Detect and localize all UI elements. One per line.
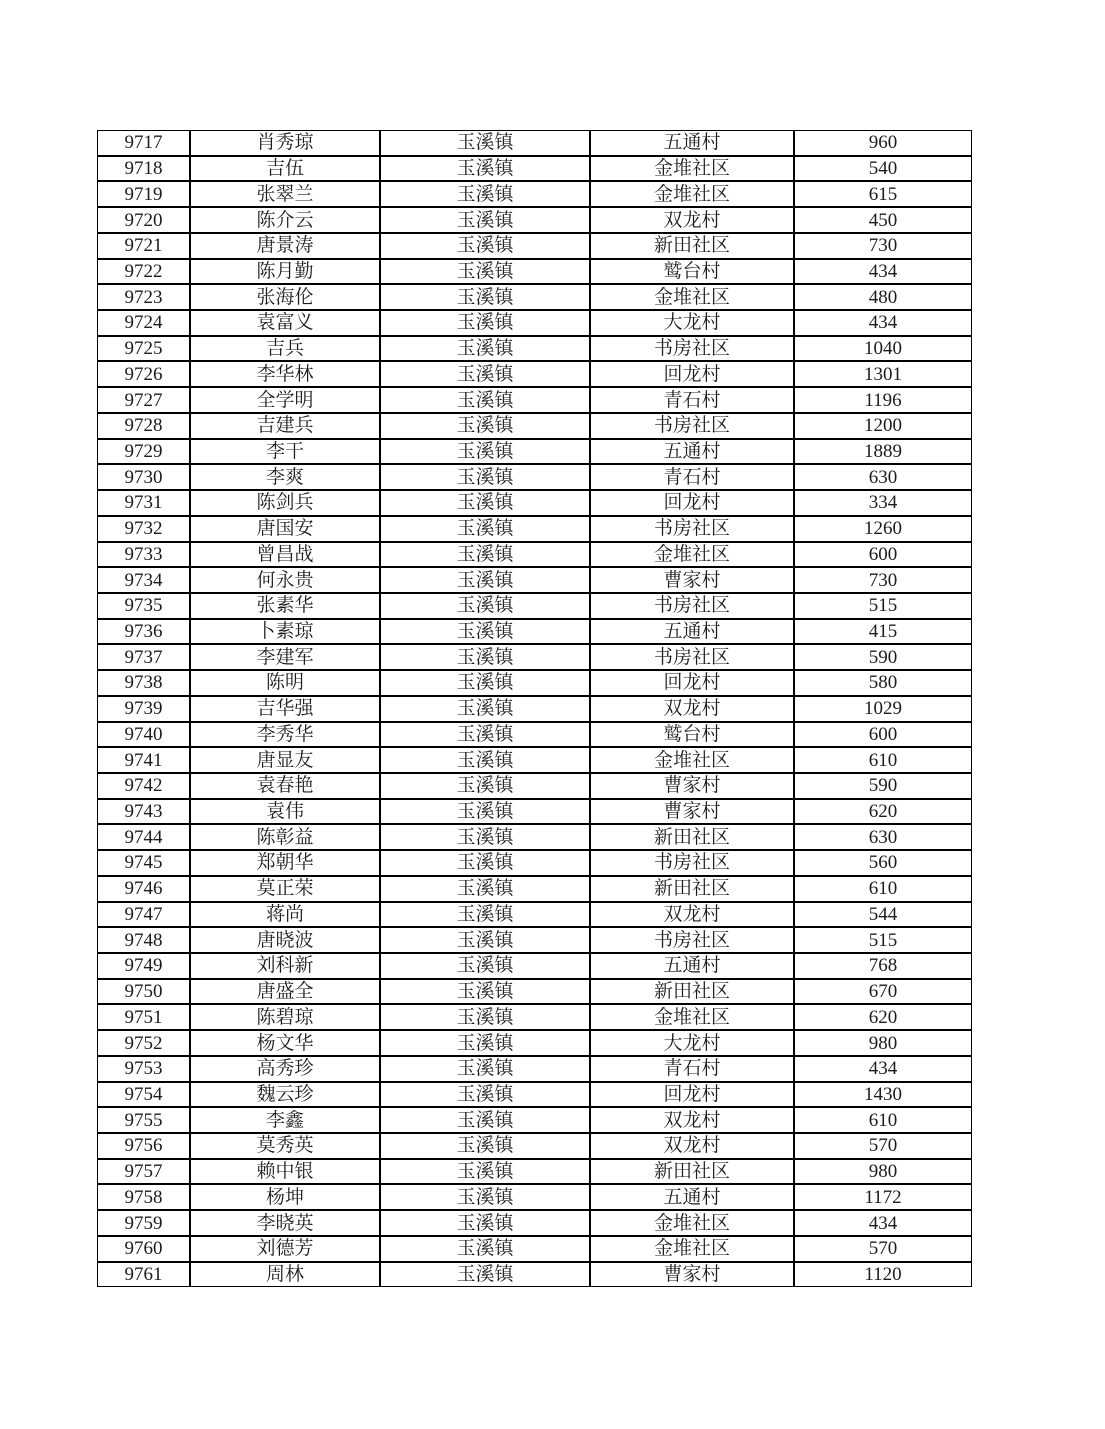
cell-name: 魏云珍 [190, 1082, 380, 1108]
table-row [97, 1210, 972, 1236]
cell-town: 玉溪镇 [380, 1262, 590, 1288]
cell-name: 蒋尚 [190, 902, 380, 928]
table-row [97, 1236, 972, 1262]
cell-id: 9717 [97, 130, 190, 156]
table-row [97, 953, 972, 979]
cell-id: 9727 [97, 387, 190, 413]
table-row [97, 619, 972, 645]
cell-id: 9724 [97, 310, 190, 336]
cell-amount: 434 [794, 310, 972, 336]
cell-village: 回龙村 [590, 361, 794, 387]
cell-id: 9721 [97, 233, 190, 259]
cell-id: 9718 [97, 156, 190, 182]
cell-name: 全学明 [190, 387, 380, 413]
cell-id: 9722 [97, 259, 190, 285]
cell-name: 李晓英 [190, 1210, 380, 1236]
cell-id: 9733 [97, 542, 190, 568]
cell-village: 金堆社区 [590, 1236, 794, 1262]
cell-amount: 1196 [794, 387, 972, 413]
cell-town: 玉溪镇 [380, 799, 590, 825]
cell-id: 9744 [97, 824, 190, 850]
table-row [97, 567, 972, 593]
table-body [97, 130, 972, 1287]
cell-village: 回龙村 [590, 670, 794, 696]
cell-amount: 560 [794, 850, 972, 876]
cell-village: 五通村 [590, 953, 794, 979]
cell-town: 玉溪镇 [380, 464, 590, 490]
cell-amount: 615 [794, 181, 972, 207]
cell-id: 9735 [97, 593, 190, 619]
cell-village: 金堆社区 [590, 181, 794, 207]
table-row [97, 902, 972, 928]
cell-name: 莫正荣 [190, 876, 380, 902]
cell-amount: 610 [794, 876, 972, 902]
cell-village: 五通村 [590, 1184, 794, 1210]
cell-village: 双龙村 [590, 1133, 794, 1159]
cell-village: 书房社区 [590, 413, 794, 439]
cell-name: 陈碧琼 [190, 1004, 380, 1030]
cell-village: 双龙村 [590, 1107, 794, 1133]
cell-village: 书房社区 [590, 516, 794, 542]
cell-amount: 544 [794, 902, 972, 928]
table-row [97, 747, 972, 773]
cell-town: 玉溪镇 [380, 593, 590, 619]
cell-name: 卜素琼 [190, 619, 380, 645]
table-row [97, 644, 972, 670]
cell-name: 李干 [190, 439, 380, 465]
cell-id: 9743 [97, 799, 190, 825]
cell-town: 玉溪镇 [380, 876, 590, 902]
table-row [97, 1262, 972, 1288]
cell-amount: 768 [794, 953, 972, 979]
cell-id: 9731 [97, 490, 190, 516]
cell-name: 陈月勤 [190, 259, 380, 285]
cell-amount: 600 [794, 722, 972, 748]
table-row [97, 439, 972, 465]
cell-name: 张翠兰 [190, 181, 380, 207]
cell-village: 金堆社区 [590, 284, 794, 310]
table-row [97, 387, 972, 413]
cell-name: 吉华强 [190, 696, 380, 722]
cell-town: 玉溪镇 [380, 361, 590, 387]
cell-id: 9753 [97, 1056, 190, 1082]
cell-amount: 450 [794, 207, 972, 233]
cell-town: 玉溪镇 [380, 439, 590, 465]
cell-town: 玉溪镇 [380, 233, 590, 259]
table-row [97, 1107, 972, 1133]
cell-village: 曹家村 [590, 773, 794, 799]
cell-town: 玉溪镇 [380, 310, 590, 336]
table-row [97, 1133, 972, 1159]
cell-name: 袁富义 [190, 310, 380, 336]
cell-id: 9738 [97, 670, 190, 696]
cell-amount: 570 [794, 1133, 972, 1159]
cell-id: 9729 [97, 439, 190, 465]
cell-name: 李爽 [190, 464, 380, 490]
cell-town: 玉溪镇 [380, 181, 590, 207]
table-row [97, 542, 972, 568]
cell-amount: 1430 [794, 1082, 972, 1108]
cell-id: 9730 [97, 464, 190, 490]
cell-name: 唐国安 [190, 516, 380, 542]
cell-village: 书房社区 [590, 927, 794, 953]
cell-amount: 570 [794, 1236, 972, 1262]
cell-town: 玉溪镇 [380, 156, 590, 182]
table-row [97, 979, 972, 1005]
cell-id: 9748 [97, 927, 190, 953]
cell-village: 金堆社区 [590, 1004, 794, 1030]
cell-amount: 434 [794, 1056, 972, 1082]
cell-name: 郑朝华 [190, 850, 380, 876]
cell-name: 杨坤 [190, 1184, 380, 1210]
cell-name: 唐景涛 [190, 233, 380, 259]
cell-amount: 980 [794, 1030, 972, 1056]
cell-id: 9739 [97, 696, 190, 722]
cell-amount: 434 [794, 1210, 972, 1236]
cell-name: 唐晓波 [190, 927, 380, 953]
cell-village: 书房社区 [590, 336, 794, 362]
cell-town: 玉溪镇 [380, 722, 590, 748]
cell-id: 9745 [97, 850, 190, 876]
cell-name: 曾昌战 [190, 542, 380, 568]
cell-name: 陈剑兵 [190, 490, 380, 516]
cell-id: 9750 [97, 979, 190, 1005]
cell-amount: 515 [794, 593, 972, 619]
table-row [97, 670, 972, 696]
table-row [97, 927, 972, 953]
cell-town: 玉溪镇 [380, 1184, 590, 1210]
cell-name: 陈介云 [190, 207, 380, 233]
cell-id: 9747 [97, 902, 190, 928]
cell-amount: 480 [794, 284, 972, 310]
cell-name: 唐显友 [190, 747, 380, 773]
table-row [97, 696, 972, 722]
cell-amount: 590 [794, 644, 972, 670]
cell-amount: 580 [794, 670, 972, 696]
cell-town: 玉溪镇 [380, 644, 590, 670]
cell-town: 玉溪镇 [380, 207, 590, 233]
cell-town: 玉溪镇 [380, 619, 590, 645]
cell-village: 金堆社区 [590, 747, 794, 773]
cell-amount: 630 [794, 464, 972, 490]
cell-name: 袁伟 [190, 799, 380, 825]
cell-name: 袁春艳 [190, 773, 380, 799]
cell-id: 9728 [97, 413, 190, 439]
cell-village: 金堆社区 [590, 542, 794, 568]
cell-name: 李华林 [190, 361, 380, 387]
cell-id: 9736 [97, 619, 190, 645]
table-row [97, 593, 972, 619]
cell-village: 大龙村 [590, 1030, 794, 1056]
cell-village: 新田社区 [590, 979, 794, 1005]
cell-name: 高秀珍 [190, 1056, 380, 1082]
cell-id: 9754 [97, 1082, 190, 1108]
cell-amount: 334 [794, 490, 972, 516]
cell-amount: 1029 [794, 696, 972, 722]
cell-amount: 610 [794, 747, 972, 773]
cell-id: 9758 [97, 1184, 190, 1210]
cell-amount: 434 [794, 259, 972, 285]
cell-amount: 1172 [794, 1184, 972, 1210]
cell-id: 9752 [97, 1030, 190, 1056]
cell-amount: 730 [794, 567, 972, 593]
table-row [97, 850, 972, 876]
cell-id: 9719 [97, 181, 190, 207]
cell-name: 李鑫 [190, 1107, 380, 1133]
cell-village: 曹家村 [590, 567, 794, 593]
cell-amount: 1889 [794, 439, 972, 465]
cell-town: 玉溪镇 [380, 902, 590, 928]
cell-village: 五通村 [590, 619, 794, 645]
cell-name: 李建军 [190, 644, 380, 670]
cell-town: 玉溪镇 [380, 953, 590, 979]
cell-name: 张海伦 [190, 284, 380, 310]
cell-name: 吉伍 [190, 156, 380, 182]
cell-amount: 1200 [794, 413, 972, 439]
table-row [97, 773, 972, 799]
cell-id: 9742 [97, 773, 190, 799]
table-row [97, 824, 972, 850]
cell-town: 玉溪镇 [380, 1082, 590, 1108]
table-row [97, 259, 972, 285]
cell-town: 玉溪镇 [380, 490, 590, 516]
cell-amount: 1120 [794, 1262, 972, 1288]
table-row [97, 1082, 972, 1108]
cell-id: 9746 [97, 876, 190, 902]
cell-amount: 610 [794, 1107, 972, 1133]
cell-name: 唐盛全 [190, 979, 380, 1005]
table-row [97, 310, 972, 336]
cell-id: 9740 [97, 722, 190, 748]
cell-town: 玉溪镇 [380, 1056, 590, 1082]
cell-amount: 620 [794, 1004, 972, 1030]
cell-village: 新田社区 [590, 876, 794, 902]
cell-id: 9755 [97, 1107, 190, 1133]
cell-village: 回龙村 [590, 1082, 794, 1108]
cell-village: 青石村 [590, 1056, 794, 1082]
cell-id: 9751 [97, 1004, 190, 1030]
cell-town: 玉溪镇 [380, 850, 590, 876]
cell-name: 赖中银 [190, 1159, 380, 1185]
cell-village: 青石村 [590, 464, 794, 490]
cell-amount: 1040 [794, 336, 972, 362]
table-row [97, 1159, 972, 1185]
table-row [97, 1030, 972, 1056]
cell-village: 回龙村 [590, 490, 794, 516]
table-row [97, 130, 972, 156]
table-row [97, 361, 972, 387]
cell-name: 李秀华 [190, 722, 380, 748]
cell-town: 玉溪镇 [380, 1210, 590, 1236]
table-row [97, 181, 972, 207]
cell-id: 9757 [97, 1159, 190, 1185]
table-row [97, 1056, 972, 1082]
cell-village: 曹家村 [590, 799, 794, 825]
cell-village: 曹家村 [590, 1262, 794, 1288]
cell-town: 玉溪镇 [380, 1030, 590, 1056]
cell-town: 玉溪镇 [380, 979, 590, 1005]
cell-id: 9749 [97, 953, 190, 979]
cell-town: 玉溪镇 [380, 1159, 590, 1185]
cell-town: 玉溪镇 [380, 927, 590, 953]
cell-amount: 540 [794, 156, 972, 182]
cell-village: 五通村 [590, 439, 794, 465]
cell-town: 玉溪镇 [380, 259, 590, 285]
table-row [97, 1184, 972, 1210]
cell-town: 玉溪镇 [380, 747, 590, 773]
cell-name: 何永贵 [190, 567, 380, 593]
cell-village: 新田社区 [590, 824, 794, 850]
table-row [97, 156, 972, 182]
cell-id: 9725 [97, 336, 190, 362]
cell-amount: 730 [794, 233, 972, 259]
cell-name: 陈彰益 [190, 824, 380, 850]
cell-village: 金堆社区 [590, 156, 794, 182]
cell-amount: 515 [794, 927, 972, 953]
cell-village: 新田社区 [590, 233, 794, 259]
cell-amount: 670 [794, 979, 972, 1005]
cell-village: 双龙村 [590, 902, 794, 928]
cell-amount: 620 [794, 799, 972, 825]
cell-village: 双龙村 [590, 696, 794, 722]
records-table [97, 130, 972, 1287]
cell-id: 9723 [97, 284, 190, 310]
cell-village: 青石村 [590, 387, 794, 413]
cell-town: 玉溪镇 [380, 1236, 590, 1262]
cell-amount: 630 [794, 824, 972, 850]
cell-name: 吉建兵 [190, 413, 380, 439]
cell-town: 玉溪镇 [380, 413, 590, 439]
cell-id: 9726 [97, 361, 190, 387]
cell-name: 吉兵 [190, 336, 380, 362]
table-row [97, 799, 972, 825]
cell-name: 张素华 [190, 593, 380, 619]
cell-amount: 600 [794, 542, 972, 568]
cell-town: 玉溪镇 [380, 284, 590, 310]
cell-village: 鹫台村 [590, 259, 794, 285]
table-row [97, 284, 972, 310]
cell-village: 新田社区 [590, 1159, 794, 1185]
cell-town: 玉溪镇 [380, 336, 590, 362]
cell-village: 鹫台村 [590, 722, 794, 748]
cell-name: 陈明 [190, 670, 380, 696]
cell-village: 书房社区 [590, 644, 794, 670]
table-row [97, 413, 972, 439]
cell-id: 9759 [97, 1210, 190, 1236]
table-row [97, 1004, 972, 1030]
table-row [97, 490, 972, 516]
table-row [97, 876, 972, 902]
table-row [97, 336, 972, 362]
cell-town: 玉溪镇 [380, 773, 590, 799]
cell-town: 玉溪镇 [380, 696, 590, 722]
cell-id: 9741 [97, 747, 190, 773]
cell-village: 五通村 [590, 130, 794, 156]
cell-village: 双龙村 [590, 207, 794, 233]
cell-town: 玉溪镇 [380, 1004, 590, 1030]
table-row [97, 464, 972, 490]
cell-town: 玉溪镇 [380, 387, 590, 413]
cell-village: 书房社区 [590, 850, 794, 876]
table-row [97, 207, 972, 233]
cell-amount: 960 [794, 130, 972, 156]
cell-town: 玉溪镇 [380, 567, 590, 593]
table-row [97, 233, 972, 259]
cell-amount: 590 [794, 773, 972, 799]
cell-village: 金堆社区 [590, 1210, 794, 1236]
cell-amount: 980 [794, 1159, 972, 1185]
cell-village: 书房社区 [590, 593, 794, 619]
cell-town: 玉溪镇 [380, 516, 590, 542]
cell-id: 9720 [97, 207, 190, 233]
cell-name: 刘科新 [190, 953, 380, 979]
table-row [97, 722, 972, 748]
cell-name: 杨文华 [190, 1030, 380, 1056]
cell-amount: 415 [794, 619, 972, 645]
cell-name: 周林 [190, 1262, 380, 1288]
cell-id: 9737 [97, 644, 190, 670]
cell-name: 肖秀琼 [190, 130, 380, 156]
cell-town: 玉溪镇 [380, 130, 590, 156]
cell-name: 刘德芳 [190, 1236, 380, 1262]
cell-name: 莫秀英 [190, 1133, 380, 1159]
cell-town: 玉溪镇 [380, 670, 590, 696]
cell-id: 9732 [97, 516, 190, 542]
cell-id: 9760 [97, 1236, 190, 1262]
cell-id: 9761 [97, 1262, 190, 1288]
cell-amount: 1301 [794, 361, 972, 387]
cell-town: 玉溪镇 [380, 1107, 590, 1133]
cell-town: 玉溪镇 [380, 824, 590, 850]
cell-village: 大龙村 [590, 310, 794, 336]
table-row [97, 516, 972, 542]
cell-amount: 1260 [794, 516, 972, 542]
cell-id: 9734 [97, 567, 190, 593]
cell-town: 玉溪镇 [380, 542, 590, 568]
cell-id: 9756 [97, 1133, 190, 1159]
cell-town: 玉溪镇 [380, 1133, 590, 1159]
